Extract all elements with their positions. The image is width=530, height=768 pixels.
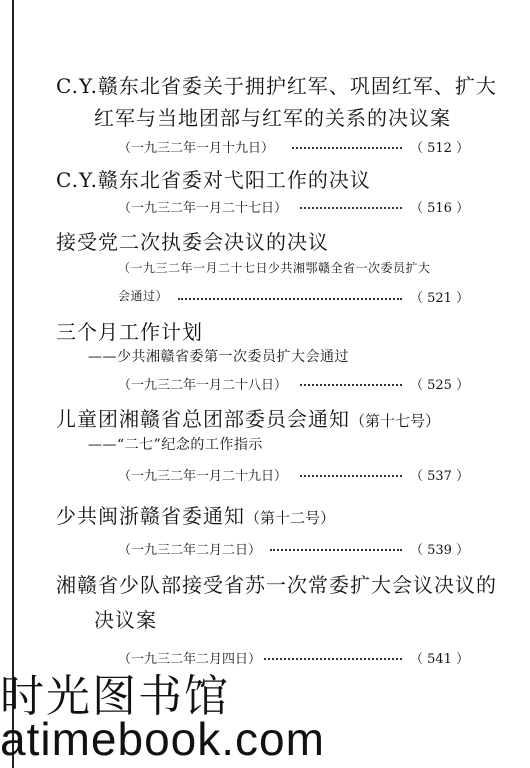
entry-title <box>56 500 335 529</box>
entry-title: C.Y.赣东北省委关于拥护红军、巩固红军、扩大 <box>56 74 497 98</box>
entry-title-number: （第十二号） <box>245 509 336 527</box>
entry-title: 湘赣省少队部接受省苏一次常委扩大会议决议的 <box>56 573 497 597</box>
entry-note-continued: 会通过） <box>118 289 169 303</box>
entry-title: 接受党二次执委会决议的决议 <box>56 230 329 254</box>
entry-title: 三个月工作计划 <box>56 320 203 344</box>
entry-subtitle: ——少共湘赣省委第一次委员扩大会通过 <box>88 349 349 365</box>
entry-page-number: （ 512 ） <box>410 141 470 156</box>
leader-dots <box>300 384 402 386</box>
entry-date: （一九三二年一月十九日） <box>118 141 275 156</box>
entry-date: （一九三二年一月二十九日） <box>118 469 288 484</box>
entry-page-number: （ 541 ） <box>410 652 470 667</box>
entry-page-number: （ 525 ） <box>410 378 470 393</box>
watermark-chinese: 时光图书馆 <box>0 671 230 722</box>
entry-subtitle: ——“二七”纪念的工作指示 <box>88 437 263 453</box>
entry-title-text: 儿童团湘赣省总团部委员会通知 <box>56 407 350 431</box>
leader-dots <box>300 475 402 477</box>
leader-dots <box>292 147 402 149</box>
entry-page-number: （ 539 ） <box>410 543 470 558</box>
leader-dots <box>300 207 402 209</box>
leader-dots <box>264 658 402 660</box>
entry-page-number: （ 521 ） <box>410 291 470 306</box>
entry-title: C.Y.赣东北省委对弋阳工作的决议 <box>56 168 371 192</box>
watermark-url: atimebook.com <box>0 713 325 765</box>
left-border-line <box>12 0 14 768</box>
entry-page-number: （ 516 ） <box>410 201 470 216</box>
entry-title-continued: 决议案 <box>94 608 157 632</box>
leader-dots <box>270 549 402 551</box>
entry-page-number: （ 537 ） <box>410 469 470 484</box>
leader-dots <box>178 298 402 300</box>
entry-date: （一九三二年一月二十八日） <box>118 378 288 393</box>
entry-title <box>56 403 440 432</box>
entry-date: （一九三二年二月四日） <box>118 652 262 667</box>
entry-date: （一九三二年二月二日） <box>118 543 262 558</box>
entry-date: （一九三二年一月二十七日） <box>118 201 288 216</box>
entry-title-continued: 红军与当地团部与红军的关系的决议案 <box>94 106 451 130</box>
entry-title-number: （第十七号） <box>350 412 441 430</box>
entry-note: （一九三二年一月二十七日少共湘鄂赣全省一次委员扩大 <box>118 261 431 275</box>
entry-title-text: 少共闽浙赣省委通知 <box>56 504 245 528</box>
